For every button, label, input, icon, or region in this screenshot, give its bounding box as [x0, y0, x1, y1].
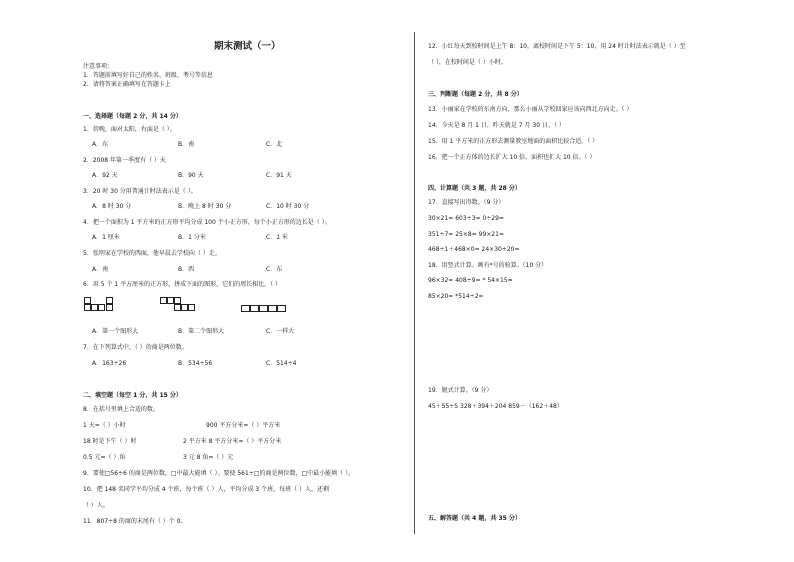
- question-10-cont: （ ）人。: [83, 502, 109, 509]
- option-a: A．第一个图形大: [92, 328, 139, 335]
- calc-row: 45＋55÷5 328＋394＋204 859－（162＋48）: [428, 403, 563, 410]
- question-16: 16．把一个正方体的边长扩大 10 倍，面积也扩大 10 倍。（ ）: [428, 154, 596, 161]
- question-7: 7．在下列算式中，（ ）的商是两位数。: [83, 344, 188, 351]
- option-c: C．514÷4: [266, 360, 297, 367]
- notice-item: 2．请将答案正确填写在答题卡上: [83, 81, 171, 88]
- question-8: 8．在括号里填上合适的数。: [83, 406, 159, 413]
- option-c: C．91 天: [266, 172, 292, 179]
- fill-line: 3 元 8 角=（ ）元: [183, 454, 234, 461]
- notice-item: 1．答题前填写好自己的姓名、班级、考号等信息: [83, 72, 213, 79]
- question-2: 2．2008 年第一季度有（ ）天: [83, 157, 166, 164]
- square-figure-3: [241, 305, 286, 314]
- question-10: 10．把 148 名同学平均分成 4 个班，每个班（ ）人，平均分成 3 个班，每班（ ）人，还剩: [83, 486, 329, 493]
- question-4: 4．把一个面积为 1 平方米的正方形平均分成 100 个小正方形，每个小正方形的边长是（ ）。: [83, 219, 331, 226]
- question-12: 12．小红每天到校时间是上午 8：10，离校时间是下午 5：10，用 24 时计时法表示就是（ ）至: [428, 43, 686, 50]
- question-3: 3．20 时 30 分用普通计时法表示是（ ）。: [83, 188, 197, 195]
- option-c: C．一样大: [266, 328, 295, 335]
- section-fill-heading: 二、填空题（每空 1 分，共 15 分）: [83, 392, 182, 399]
- question-17: 17．直接写出得数。（9 分）: [428, 199, 505, 206]
- calc-row: 96×32= 408÷9= * 54×15=: [428, 277, 513, 284]
- calc-row: 468÷1＋468×0= 24×30÷20=: [428, 246, 520, 253]
- section-choice-heading: 一、选择题（每题 2 分，共 14 分）: [83, 113, 182, 120]
- option-b: B．晚上 8 时 30 分: [178, 203, 232, 210]
- question-12-cont: （ ），在校时间是（ ）小时。: [428, 59, 507, 66]
- option-a: A．92 天: [92, 172, 118, 179]
- option-c: C．1 米: [266, 234, 288, 241]
- question-15: 15．用 1 平方米的正方形去测量教室地面的面积比较合适。（ ）: [428, 138, 599, 145]
- section-judge-heading: 三、判断题（每题 2 分，共 8 分）: [428, 91, 523, 98]
- option-c: C．10 时 30 分: [266, 203, 310, 210]
- section-answer-heading: 五、解答题（共 4 题，共 35 分）: [428, 515, 521, 522]
- question-14: 14．今天是 8 月 1 日，昨天就是 7 月 30 日。（ ）: [428, 122, 565, 129]
- question-13: 13．小丽家在学校的东南方向，那么小丽从学校回家应该向西北方向走。（ ）: [428, 106, 633, 113]
- option-a: A．163÷26: [92, 360, 127, 367]
- fill-line: 900 平方分米=（ ）平方米: [206, 422, 281, 429]
- column-divider: [414, 32, 415, 534]
- square-figure-2: [160, 297, 200, 315]
- section-calc-heading: 四、计算题（共 3 题，共 28 分）: [428, 185, 521, 192]
- fill-line: 0.5 元=（ ）角: [83, 454, 126, 461]
- question-5: 5．张明家在学校的西面，他早晨去学校向（ ）走。: [83, 250, 221, 257]
- option-c: C．北: [266, 141, 283, 148]
- option-b: B．90 天: [178, 172, 204, 179]
- fill-line: 2 平方米 8 平方分米=（ ）平方分米: [183, 438, 282, 445]
- notice-heading: 注意事项：: [83, 63, 114, 70]
- question-11: 11．807÷8 的商的末尾有（ ）个 0。: [83, 518, 187, 525]
- calc-row: 85×20= *514÷2=: [428, 293, 484, 300]
- option-a: A．南: [92, 266, 109, 273]
- question-6: 6．用 5 个 1 平方厘米的正方形，拼成下面的图形，它们的周长相比，（ ）: [83, 281, 281, 288]
- option-a: A．8 时 30 分: [92, 203, 132, 210]
- question-18: 18．用竖式计算。画有*号的验算。（10 分）: [428, 262, 548, 269]
- page-title: 期末测试（一）: [214, 41, 281, 52]
- option-b: B．西: [178, 266, 195, 273]
- question-9: 9．要使□56÷6 的商是两位数，□中最大能填（ ）。要使 561÷□的商是两位数，□中最小能填（ ）。: [83, 470, 355, 477]
- option-b: B．534÷56: [178, 360, 213, 367]
- square-figure-1: [84, 297, 128, 315]
- calc-row: 351÷7= 25×8= 99×21=: [428, 231, 504, 238]
- option-c: C．东: [266, 266, 283, 273]
- option-b: B．第二个图形大: [178, 328, 225, 335]
- fill-line: 18 时是下午（ ）时: [83, 438, 137, 445]
- calc-row: 30×21= 603÷3= 0÷29=: [428, 215, 504, 222]
- option-b: B．南: [178, 141, 195, 148]
- fill-line: 1 天=（ ）小时: [83, 422, 126, 429]
- question-1: 1．傍晚，面对太阳，右面是（ ）。: [83, 126, 176, 133]
- option-a: A．东: [92, 141, 109, 148]
- option-a: A．1 厘米: [92, 234, 120, 241]
- question-19: 19．脱式计算。（9 分）: [428, 387, 493, 394]
- option-b: B．1 分米: [178, 234, 206, 241]
